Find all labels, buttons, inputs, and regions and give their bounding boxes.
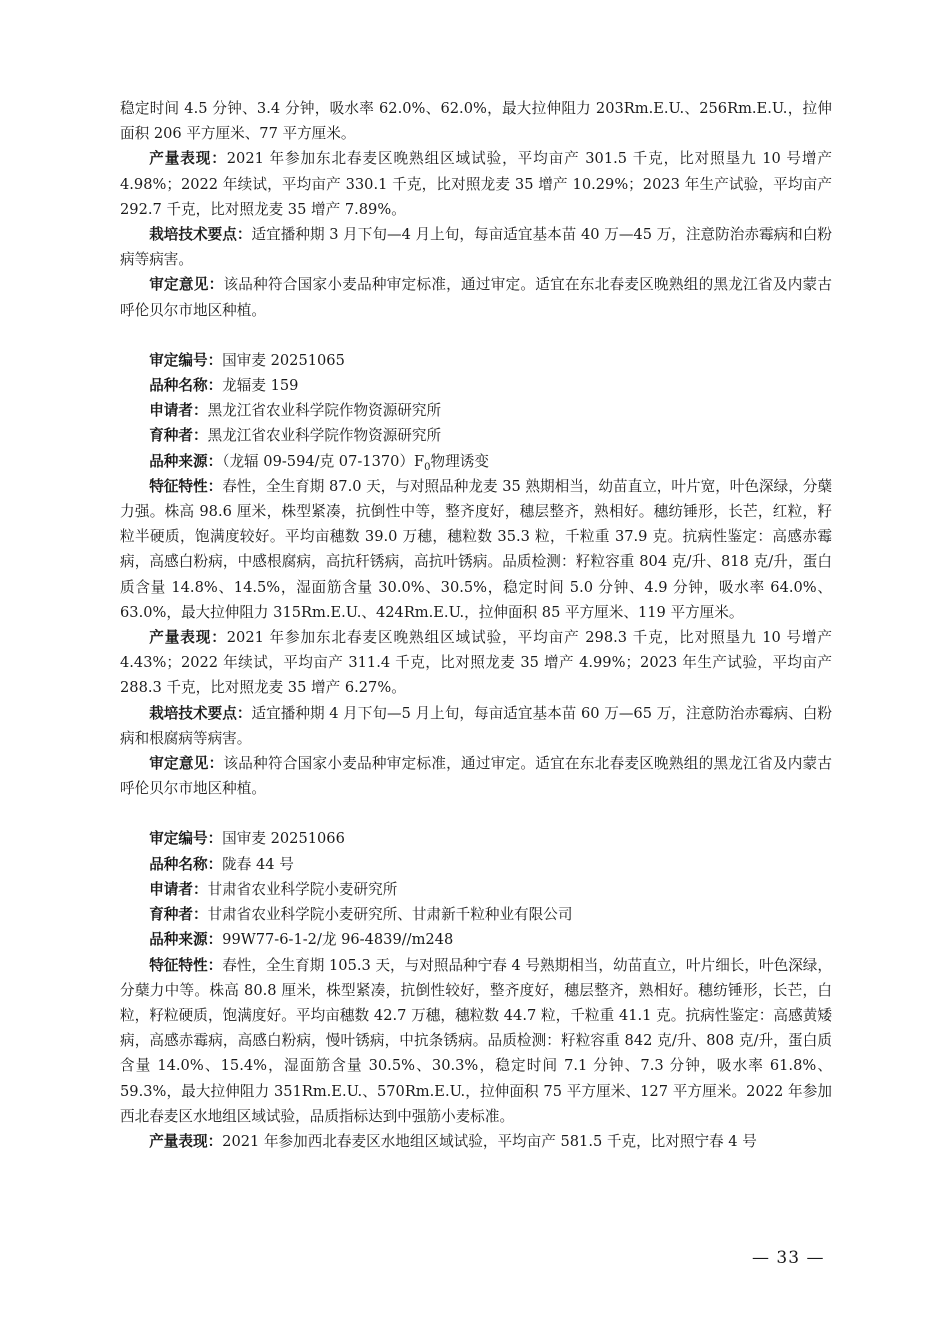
- yield-text: 2021 年参加东北春麦区晚熟组区域试验，平均亩产 301.5 千克，比对照垦九 10 号增产 4.98%；2022 年续试，平均亩产 330.1 千克，比对照龙麦 35 增产 10.29%；2023 年生产试验，平均亩产 292.7 千克，比对照龙麦 35 增产 7.89%。: [120, 150, 832, 218]
- opinion-label: 审定意见：: [149, 276, 224, 294]
- opinion-text: 该品种符合国家小麦品种审定标准，通过审定。适宜在东北春麦区晚熟组的黑龙江省及内蒙古呼伦贝尔市地区种植。: [120, 276, 832, 319]
- approval-number: [120, 826, 832, 851]
- cultivation-label: 栽培技术要点：: [149, 704, 252, 722]
- yield-paragraph: [120, 146, 832, 222]
- opinion-label: 审定意见：: [149, 755, 224, 773]
- yield-label: 产量表现：: [149, 1132, 223, 1150]
- section-gap: [120, 323, 832, 348]
- applicant-value: 甘肃省农业科学院小麦研究所: [207, 880, 398, 898]
- variety-source-label: 品种来源：: [149, 931, 223, 949]
- breeder-label: 育种者：: [149, 906, 208, 924]
- yield-text: 2021 年参加西北春麦区水地组区域试验，平均亩产 581.5 千克，比对照宁春 4 号: [222, 1132, 757, 1150]
- variety-name: [120, 373, 832, 398]
- applicant: [120, 877, 832, 902]
- breeder-value: 黑龙江省农业科学院作物资源研究所: [207, 427, 442, 445]
- approval-number: [120, 348, 832, 373]
- applicant-value: 黑龙江省农业科学院作物资源研究所: [207, 402, 442, 420]
- traits-label: 特征特性：: [149, 956, 223, 974]
- opinion-text: 该品种符合国家小麦品种审定标准，通过审定。适宜在东北春麦区晚熟组的黑龙江省及内蒙古呼伦贝尔市地区种植。: [120, 755, 832, 798]
- traits-label: 特征特性：: [149, 477, 223, 495]
- applicant-label: 申请者：: [149, 880, 208, 898]
- variety-source-suffix: 物理诱变: [430, 452, 489, 470]
- variety-name-value: 陇春 44 号: [222, 855, 294, 873]
- traits-paragraph: [120, 953, 832, 1129]
- cultivation-paragraph: [120, 222, 832, 272]
- approval-number-value: 国审麦 20251065: [222, 351, 345, 369]
- opinion-paragraph: [120, 272, 832, 322]
- breeder-value: 甘肃省农业科学院小麦研究所、甘肃新千粒种业有限公司: [207, 906, 573, 924]
- traits-paragraph: [120, 474, 832, 625]
- approval-number-value: 国审麦 20251066: [222, 830, 345, 848]
- breeder-label: 育种者：: [149, 427, 208, 445]
- variety-name: [120, 852, 832, 877]
- breeder: [120, 423, 832, 448]
- cultivation-text: 适宜播种期 4 月下旬—5 月上旬，每亩适宜基本苗 60 万—65 万，注意防治赤霉病、白粉病和根腐病等病害。: [120, 704, 832, 747]
- approval-number-label: 审定编号：: [149, 830, 223, 848]
- variety-name-value: 龙辐麦 159: [222, 377, 299, 395]
- variety-source-value: （龙辐 09-594/克 07-1370）F: [222, 452, 425, 470]
- variety-source: [120, 927, 832, 952]
- page-content: [120, 96, 832, 1154]
- yield-label: 产量表现：: [149, 629, 227, 647]
- yield-paragraph: [120, 1129, 832, 1154]
- cultivation-label: 栽培技术要点：: [149, 226, 252, 244]
- cultivation-paragraph: [120, 701, 832, 751]
- breeder: [120, 902, 832, 927]
- variety-source: [120, 449, 832, 474]
- applicant: [120, 398, 832, 423]
- approval-number-label: 审定编号：: [149, 351, 223, 369]
- variety-source-value: 99W77-6-1-2/龙 96-4839//m248: [222, 931, 454, 949]
- applicant-label: 申请者：: [149, 402, 208, 420]
- cultivation-text: 适宜播种期 3 月下旬—4 月上旬，每亩适宜基本苗 40 万—45 万，注意防治赤霉病和白粉病等病害。: [120, 226, 832, 269]
- variety-name-label: 品种名称：: [149, 855, 223, 873]
- page-number: — 33 —: [752, 1248, 825, 1268]
- variety-source-label: 品种来源：: [149, 452, 223, 470]
- variety-name-label: 品种名称：: [149, 377, 223, 395]
- yield-paragraph: [120, 625, 832, 701]
- variety-source-subscript: 0: [424, 461, 431, 473]
- section-gap: [120, 801, 832, 826]
- yield-label: 产量表现：: [149, 150, 227, 168]
- opinion-paragraph: [120, 751, 832, 801]
- yield-text: 2021 年参加东北春麦区晚熟组区域试验，平均亩产 298.3 千克，比对照垦九 10 号增产 4.43%；2022 年续试，平均亩产 311.4 千克，比对照龙麦 35 增产 4.99%；2023 年生产试验，平均亩产 288.3 千克，比对照龙麦 35 增产 6.27%。: [120, 629, 832, 697]
- traits-text: 春性，全生育期 105.3 天，与对照品种宁春 4 号熟期相当，幼苗直立，叶片细长，叶色深绿，分蘖力中等。株高 80.8 厘米，株型紧凑，抗倒性较好，整齐度好，穗层整齐，熟相好。穗纺锤形，长芒，白粒，籽粒硬质，饱满度好。平均亩穗数 42.7 万穗，穗粒数 44.7 粒，千粒重 41.1 克。抗病性鉴定：高感黄矮病，高感赤霉病，高感白粉病，慢叶锈病，中抗条锈病。品质检测：籽粒容重 842 克/升、808 克/升，蛋白质含量 14.0%、15.4%，湿面筋含量 30.5%、30.3%，稳定时间 7.1 分钟、7.3 分钟，吸水率 61.8%、59.3%，最大拉伸阻力 351Rm.E.U.、570Rm.E.U.，拉伸面积 75 平方厘米、127 平方厘米。2022 年参加西北春麦区水地组区域试验，品质指标达到中强筋小麦标准。: [120, 956, 832, 1125]
- traits-text: 春性，全生育期 87.0 天，与对照品种龙麦 35 熟期相当，幼苗直立，叶片宽，叶色深绿，分蘖力强。株高 98.6 厘米，株型紧凑，抗倒性中等，整齐度好，穗层整齐，熟相好。穗纺锤形，长芒，红粒，籽粒半硬质，饱满度较好。平均亩穗数 39.0 万穗，穗粒数 35.3 粒，千粒重 37.9 克。抗病性鉴定：高感赤霉病，高感白粉病，中感根腐病，高抗秆锈病，高抗叶锈病。品质检测：籽粒容重 804 克/升、818 克/升，蛋白质含量 14.8%、14.5%，湿面筋含量 30.0%、30.5%，稳定时间 5.0 分钟、4.9 分钟，吸水率 64.0%、63.0%，最大拉伸阻力 315Rm.E.U.、424Rm.E.U.，拉伸面积 85 平方厘米、119 平方厘米。: [120, 477, 832, 621]
- continuation-paragraph: 稳定时间 4.5 分钟、3.4 分钟，吸水率 62.0%、62.0%，最大拉伸阻力 203Rm.E.U.、256Rm.E.U.，拉伸面积 206 平方厘米、77 平方厘米。: [120, 100, 832, 143]
